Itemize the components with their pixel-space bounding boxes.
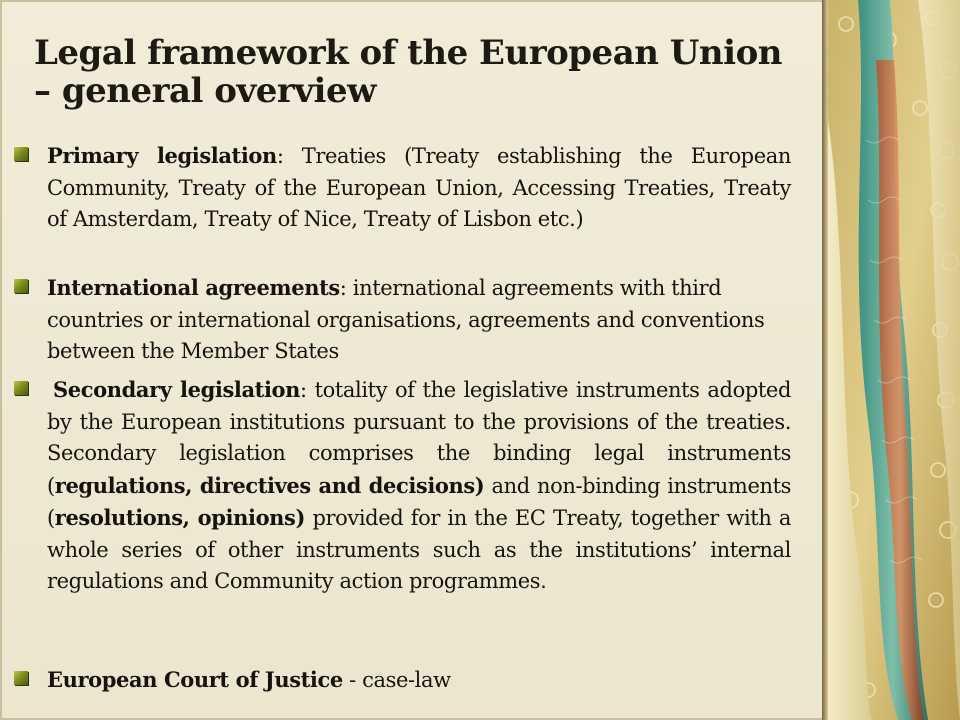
bullet-description: provided for in the EC Treaty, together with a whole series of other instruments such as the institutions’ internal regulations and Community action programmes.	[47, 506, 791, 593]
bullet-text	[47, 272, 799, 368]
bullet-term: International agreements	[47, 275, 340, 300]
bullet-description: - case-law	[342, 668, 451, 692]
square-bullet-icon	[14, 671, 28, 685]
slide-title: Legal framework of the European Union – general overview	[34, 33, 782, 111]
bullet-description: : international agreements with third countries or international organisations, agreements and conventions between the Member States	[47, 276, 765, 363]
bullet-term: European Court of Justice	[47, 667, 343, 692]
square-bullet-icon	[14, 381, 28, 395]
bullet-bold-phrase: regulations, directives and decisions)	[54, 472, 485, 498]
bullet-term: Primary legislation	[47, 143, 277, 168]
bullet-text	[47, 140, 791, 236]
bullet-text	[47, 374, 791, 598]
bullet-bold-phrase: resolutions, opinions)	[54, 505, 306, 530]
square-bullet-icon	[14, 147, 28, 161]
decorative-ribbon-artwork	[828, 0, 960, 720]
bullet-description: and non-binding instruments (	[47, 473, 792, 530]
square-bullet-icon	[14, 279, 28, 293]
bullet-text	[47, 664, 791, 697]
bullet-description: : totality of the legislative instruments adopted by the European institutions pursuant to the provisions of the treaties. Secondary legislation comprises the binding legal instruments (	[47, 378, 791, 498]
bullet-description: : Treaties (Treaty establishing the European Community, Treaty of the European Union, Accessing Treaties, Treaty of Amsterdam, Treaty of Nice, Treaty of Lisbon etc.)	[47, 144, 791, 231]
bullet-term: Secondary legislation	[53, 377, 301, 402]
